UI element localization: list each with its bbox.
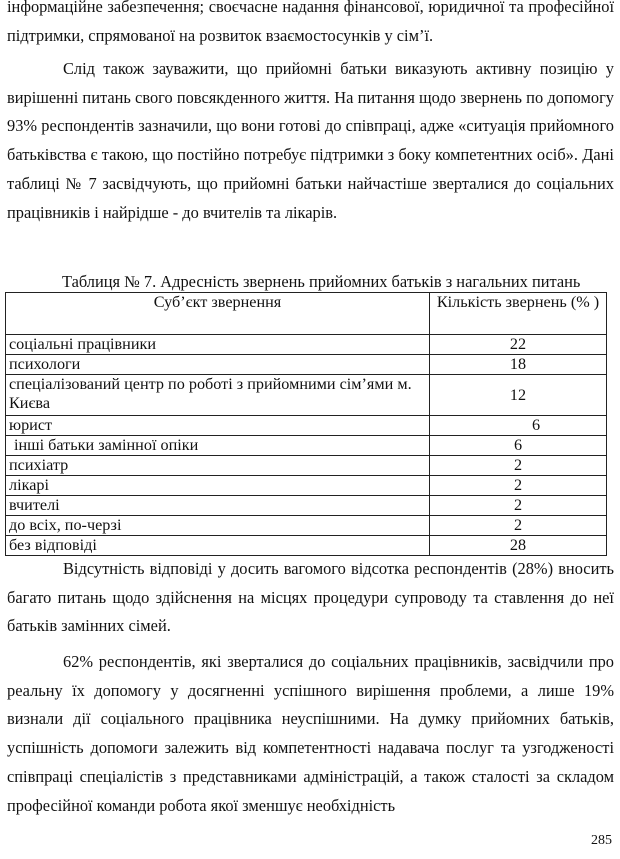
paragraph-1: інформаційне забезпечення; своєчасне надання фінансової, юридичної та професійної підтримки, спрямованої на розвиток взаємостосунків у сім’ї. bbox=[7, 0, 614, 45]
row-value: 6 bbox=[430, 416, 607, 436]
header-count: Кількість звернень (% ) bbox=[430, 293, 607, 335]
table-row bbox=[6, 516, 607, 536]
row-subject: інші батьки замінної опіки bbox=[6, 436, 430, 456]
paragraph-3: Відсутність відповіді у досить вагомого відсотка респондентів (28%) вносить багато питань щодо здійснення на місцях процедури супроводу та ставлення до неї батьків замінних сімей. bbox=[7, 559, 614, 636]
row-subject: юрист bbox=[6, 416, 430, 436]
row-value: 12 bbox=[430, 375, 607, 416]
row-subject: психологи bbox=[6, 355, 430, 375]
table-row bbox=[6, 456, 607, 476]
table-row bbox=[6, 355, 607, 375]
row-subject: психіатр bbox=[6, 456, 430, 476]
header-subject: Суб’єкт звернення bbox=[6, 293, 430, 335]
row-subject: спеціалізований центр по роботі з прийомними сім’ями м. Києва bbox=[6, 375, 430, 416]
page-number: 285 bbox=[591, 833, 612, 848]
row-subject: до всіх, по-черзі bbox=[6, 516, 430, 536]
row-value: 22 bbox=[430, 335, 607, 355]
table-row bbox=[6, 375, 607, 416]
paragraph-2: Слід також зауважити, що прийомні батьки виказують активну позицію у вирішенні питань свого повсякденного життя. На питання щодо звернень по допомогу 93% респондентів зазначили, що вони готові до співпраці, адже «ситуація прийомного батьківства є такою, що постійно потребує підтримки з боку компетентних осіб». Дані таблиці № 7 засвідчують, що прийомні батьки найчастіше зверталися до соціальних працівників і найрідше - до вчителів та лікарів. bbox=[7, 59, 614, 222]
row-value: 6 bbox=[430, 436, 607, 456]
paragraph-4: 62% респондентів, які зверталися до соціальних працівників, засвідчили про реальну їх допомогу у досягненні успішного вирішення проблеми, а лише 19% визнали дії соціального працівника неуспішними. На думку прийомних батьків, успішність допомоги залежить від компетентності надавача послуг та узгодженості співпраці спеціалістів з представниками адміністрацій, а також сталості за складом професійної команди робота якої зменшує необхідність bbox=[7, 652, 614, 815]
row-value: 28 bbox=[430, 536, 607, 556]
table-row bbox=[6, 416, 607, 436]
row-value: 2 bbox=[430, 516, 607, 536]
row-subject: без відповіді bbox=[6, 536, 430, 556]
table-header-row bbox=[6, 293, 607, 335]
row-value: 2 bbox=[430, 456, 607, 476]
table-row bbox=[6, 496, 607, 516]
appeals-table bbox=[5, 292, 607, 556]
table-row bbox=[6, 476, 607, 496]
row-subject: лікарі bbox=[6, 476, 430, 496]
row-value: 2 bbox=[430, 496, 607, 516]
row-value: 18 bbox=[430, 355, 607, 375]
row-subject: вчителі bbox=[6, 496, 430, 516]
row-subject: соціальні працівники bbox=[6, 335, 430, 355]
row-value: 2 bbox=[430, 476, 607, 496]
table-row bbox=[6, 536, 607, 556]
table-caption: Таблиця № 7. Адресність звернень прийомних батьків з нагальних питань bbox=[62, 272, 581, 291]
table-row bbox=[6, 436, 607, 456]
table-row bbox=[6, 335, 607, 355]
